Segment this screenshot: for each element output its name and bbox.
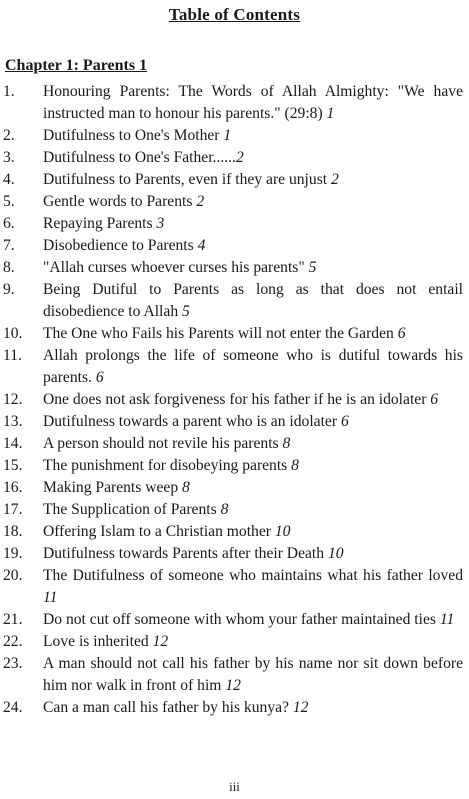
page-title: Table of Contents xyxy=(168,5,301,24)
toc-entry xyxy=(3,455,463,477)
toc-entry xyxy=(3,257,463,279)
toc-entry xyxy=(3,411,463,433)
entry-title xyxy=(43,543,463,565)
entry-title xyxy=(43,411,463,433)
toc-entry xyxy=(3,521,463,543)
entry-title xyxy=(43,521,463,543)
entry-page-number: 8 xyxy=(282,435,291,452)
entry-number: 22. xyxy=(3,633,23,650)
toc-entry xyxy=(3,653,463,697)
entry-page-number: 5 xyxy=(182,303,190,320)
entry-title xyxy=(43,565,463,609)
entry-text: "Allah curses whoever curses his parents" xyxy=(43,259,309,276)
toc-entry xyxy=(3,609,463,631)
toc-entry xyxy=(3,543,463,565)
entry-title xyxy=(43,653,463,697)
entry-number: 8. xyxy=(3,259,15,276)
entry-title xyxy=(43,631,463,653)
entry-number: 23. xyxy=(3,655,23,672)
entry-page-number: 2 xyxy=(196,193,205,210)
entry-text: Honouring Parents: The Words of Allah Almighty: "We have instructed man to honour his parents." (29:8) xyxy=(43,83,463,122)
entry-text: The One who Fails his Parents will not enter the Garden xyxy=(43,325,398,342)
entry-page-number: 8 xyxy=(291,457,299,474)
toc-list xyxy=(3,81,463,719)
toc-entry xyxy=(3,477,463,499)
entry-title xyxy=(43,169,463,191)
toc-entry xyxy=(3,433,463,455)
entry-title xyxy=(43,345,463,389)
entry-text: One does not ask forgiveness for his father if he is an idolater xyxy=(43,391,431,408)
entry-number: 14. xyxy=(3,435,23,452)
entry-page-number: 12 xyxy=(292,699,309,716)
entry-title xyxy=(43,147,463,169)
entry-page-number: 1 xyxy=(223,127,232,144)
entry-page-number: 11 xyxy=(43,589,58,606)
entry-text: Allah prolongs the life of someone who is dutiful towards his parents. xyxy=(43,347,463,386)
entry-text: Can a man call his father by his kunya? xyxy=(43,699,293,716)
entry-title xyxy=(43,455,463,477)
toc-entry xyxy=(3,169,463,191)
entry-text: Dutifulness to One's Mother xyxy=(43,127,224,144)
entry-page-number: 11 xyxy=(439,611,455,628)
entry-number: 4. xyxy=(3,171,15,188)
chapter-heading: Chapter 1: Parents 1 xyxy=(5,57,148,74)
entry-text: Love is inherited xyxy=(43,633,153,650)
entry-number: 9. xyxy=(3,281,15,298)
entry-text: Repaying Parents xyxy=(43,215,157,232)
entry-number: 2. xyxy=(3,127,15,144)
entry-text: Disobedience to Parents xyxy=(43,237,198,254)
toc-entry xyxy=(3,499,463,521)
entry-text: Do not cut off someone with whom your father maintained ties xyxy=(43,611,440,628)
entry-number: 24. xyxy=(3,699,23,716)
entry-number: 1. xyxy=(3,83,15,100)
entry-page-number: 6 xyxy=(397,325,406,342)
entry-title xyxy=(43,433,463,455)
entry-title xyxy=(43,213,463,235)
entry-page-number: 6 xyxy=(340,413,349,430)
entry-page-number: 8 xyxy=(220,501,229,518)
entry-number: 16. xyxy=(3,479,23,496)
entry-page-number: 1 xyxy=(326,105,335,122)
entry-title xyxy=(43,279,463,323)
entry-title xyxy=(43,257,463,279)
entry-text: Gentle words to Parents xyxy=(43,193,197,210)
entry-page-number: 5 xyxy=(308,259,317,276)
toc-entry xyxy=(3,697,463,719)
entry-title xyxy=(43,499,463,521)
entry-title xyxy=(43,697,463,719)
entry-text: Dutifulness towards a parent who is an idolater xyxy=(43,413,341,430)
page-number-footer: iii xyxy=(229,779,240,794)
entry-title xyxy=(43,125,463,147)
entry-number: 11. xyxy=(3,347,22,364)
entry-number: 3. xyxy=(3,149,15,166)
entry-page-number: 8 xyxy=(182,479,190,496)
toc-entry xyxy=(3,81,463,125)
entry-text: Making Parents weep xyxy=(43,479,183,496)
entry-page-number: 4 xyxy=(197,237,206,254)
entry-text: Dutifulness to One's Father...... xyxy=(43,149,236,166)
entry-title xyxy=(43,389,463,411)
entry-number: 6. xyxy=(3,215,15,232)
entry-page-number: 12 xyxy=(225,677,241,694)
entry-page-number: 12 xyxy=(152,633,169,650)
toc-entry xyxy=(3,125,463,147)
entry-page-number: 6 xyxy=(95,369,104,386)
entry-text: A man should not call his father by his name nor sit down before him nor walk in front of him xyxy=(43,655,463,694)
entry-page-number: 2 xyxy=(235,149,244,166)
entry-number: 18. xyxy=(3,523,23,540)
toc-entry xyxy=(3,389,463,411)
entry-number: 12. xyxy=(3,391,23,408)
toc-entry xyxy=(3,213,463,235)
entry-title xyxy=(43,191,463,213)
entry-number: 15. xyxy=(3,457,23,474)
toc-entry xyxy=(3,631,463,653)
entry-page-number: 10 xyxy=(327,545,344,562)
entry-text: A person should not revile his parents xyxy=(43,435,283,452)
toc-entry xyxy=(3,191,463,213)
entry-title xyxy=(43,609,463,631)
entry-title xyxy=(43,235,463,257)
entry-text: The Dutifulness of someone who maintains what his father loved xyxy=(43,567,463,584)
entry-title xyxy=(43,81,463,125)
entry-page-number: 10 xyxy=(274,523,291,540)
entry-title xyxy=(43,323,463,345)
entry-number: 17. xyxy=(3,501,23,518)
entry-text: The punishment for disobeying parents xyxy=(43,457,292,474)
toc-entry xyxy=(3,345,463,389)
entry-number: 7. xyxy=(3,237,15,254)
entry-number: 13. xyxy=(3,413,23,430)
entry-number: 21. xyxy=(3,611,23,628)
entry-text: Dutifulness towards Parents after their Death xyxy=(43,545,328,562)
entry-text: Being Dutiful to Parents as long as that does not entail disobedience to Allah xyxy=(43,281,463,320)
toc-entry xyxy=(3,565,463,609)
entry-number: 20. xyxy=(3,567,23,584)
entry-text: The Supplication of Parents xyxy=(43,501,221,518)
entry-number: 19. xyxy=(3,545,23,562)
toc-entry xyxy=(3,323,463,345)
entry-page-number: 6 xyxy=(430,391,439,408)
toc-entry xyxy=(3,147,463,169)
entry-number: 10. xyxy=(3,325,23,342)
entry-text: Offering Islam to a Christian mother xyxy=(43,523,275,540)
toc-entry xyxy=(3,279,463,323)
entry-title xyxy=(43,477,463,499)
entry-page-number: 2 xyxy=(331,171,339,188)
entry-number: 5. xyxy=(3,193,15,210)
entry-page-number: 3 xyxy=(156,215,165,232)
toc-entry xyxy=(3,235,463,257)
entry-text: Dutifulness to Parents, even if they are unjust xyxy=(43,171,331,188)
